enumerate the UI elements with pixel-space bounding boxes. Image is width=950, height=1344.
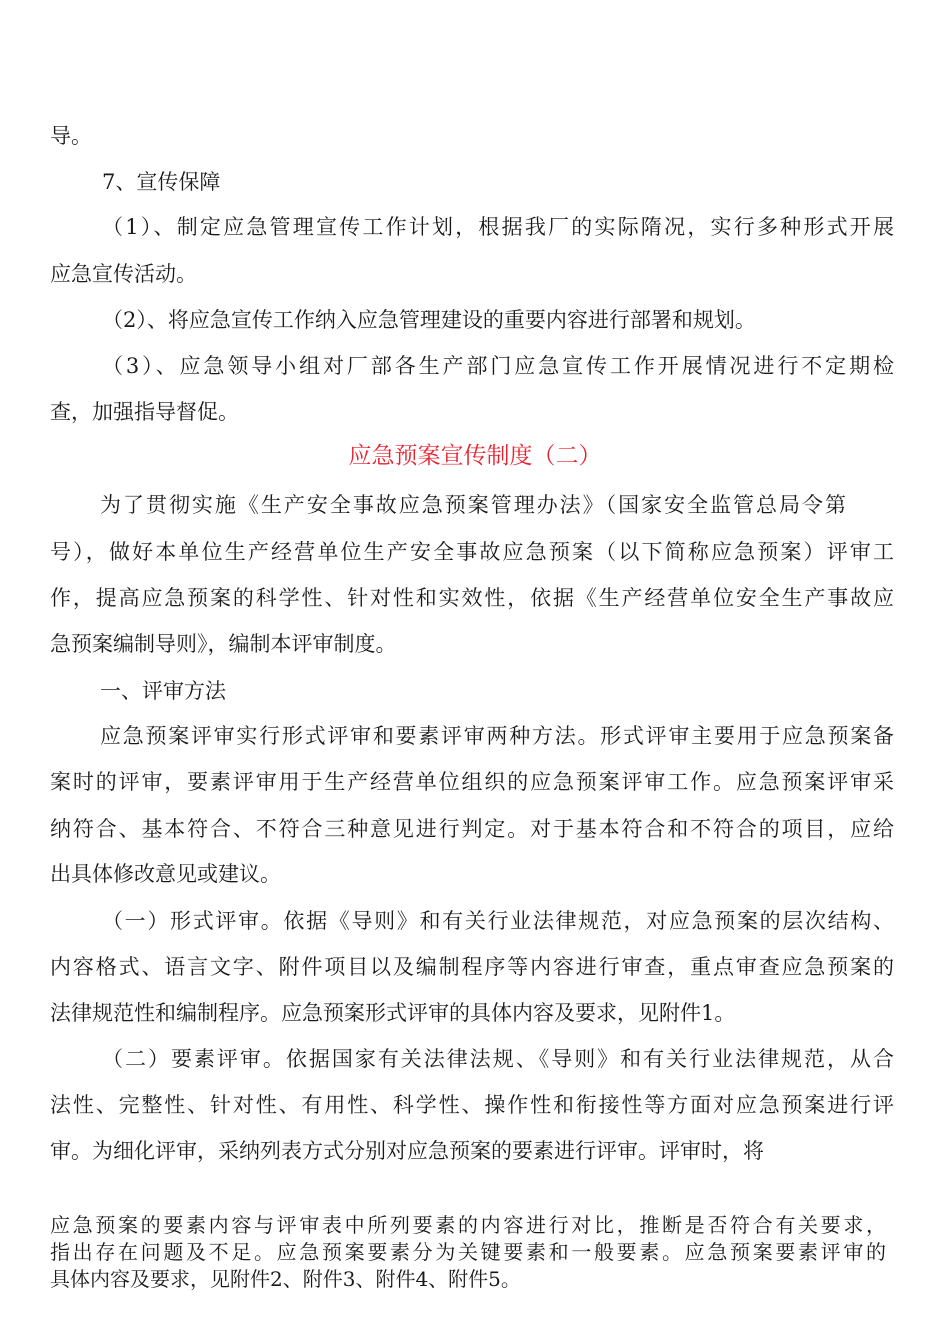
text-line: 法性、完整性、针对性、有用性、科学性、操作性和衔接性等方面对应急预案进行评 (50, 1093, 894, 1117)
text-line: 号），做好本单位生产经营单位生产安全事故应急预案（以下简称应急预案）评审工 (50, 540, 894, 564)
text-line: 内容格式、语言文字、附件项目以及编制程序等内容进行审查，重点审查应急预案的 (50, 955, 894, 979)
text-line: 查，加强指导督促。 (50, 400, 239, 424)
text-line: 法律规范性和编制程序。应急预案形式评审的具体内容及要求，见附件1。 (50, 1001, 736, 1025)
section-heading: 一、评审方法 (100, 679, 226, 703)
section-heading: 7、宣传保障 (102, 170, 221, 194)
text-line: 审。为细化评审，采纳列表方式分别对应急预案的要素进行评审。评审时，将 (50, 1139, 764, 1163)
text-line: （二）要素评审。依据国家有关法律法规、《导则》和有关行业法律规范，从合 (102, 1047, 894, 1071)
text-line: （2）、将应急宣传工作纳入应急管理建设的重要内容进行部署和规划。 (102, 308, 756, 332)
text-line: 指出存在问题及不足。应急预案要素分为关键要素和一般要素。应急预案要素评审的 (50, 1240, 886, 1264)
text-line: 导。 (50, 124, 92, 148)
text-line: （3）、应急领导小组对厂部各生产部门应急宣传工作开展情况进行不定期检 (102, 354, 894, 378)
text-line: 案时的评审，要素评审用于生产经营单位组织的应急预案评审工作。应急预案评审采 (50, 770, 894, 794)
text-line: 急预案编制导则》，编制本评审制度。 (50, 632, 397, 656)
text-line: 纳符合、基本符合、不符合三种意见进行判定。对于基本符合和不符合的项目，应给 (50, 817, 894, 841)
text-line: 应急预案评审实行形式评审和要素评审两种方法。形式评审主要用于应急预案备 (100, 724, 894, 748)
text-line: 为了贯彻实施《生产安全事故应急预案管理办法》（国家安全监管总局令第 (100, 493, 846, 517)
text-line: 具体内容及要求，见附件2、附件3、附件4、附件5。 (50, 1267, 521, 1291)
text-line: 应急宣传活动。 (50, 262, 197, 286)
text-line: 出具体修改意见或建议。 (50, 862, 281, 886)
section-title: 应急预案宣传制度（二） (348, 443, 602, 469)
text-line: 应急预案的要素内容与评审表中所列要素的内容进行对比，推断是否符合有关要求， (50, 1213, 886, 1237)
text-line: 作，提高应急预案的科学性、针对性和实效性，依据《生产经营单位安全生产事故应 (50, 586, 894, 610)
text-line: （一）形式评审。依据《导则》和有关行业法律规范，对应急预案的层次结构、 (102, 909, 894, 933)
text-line: （1）、制定应急管理宣传工作计划，根据我厂的实际隋况，实行多种形式开展 (102, 215, 894, 239)
